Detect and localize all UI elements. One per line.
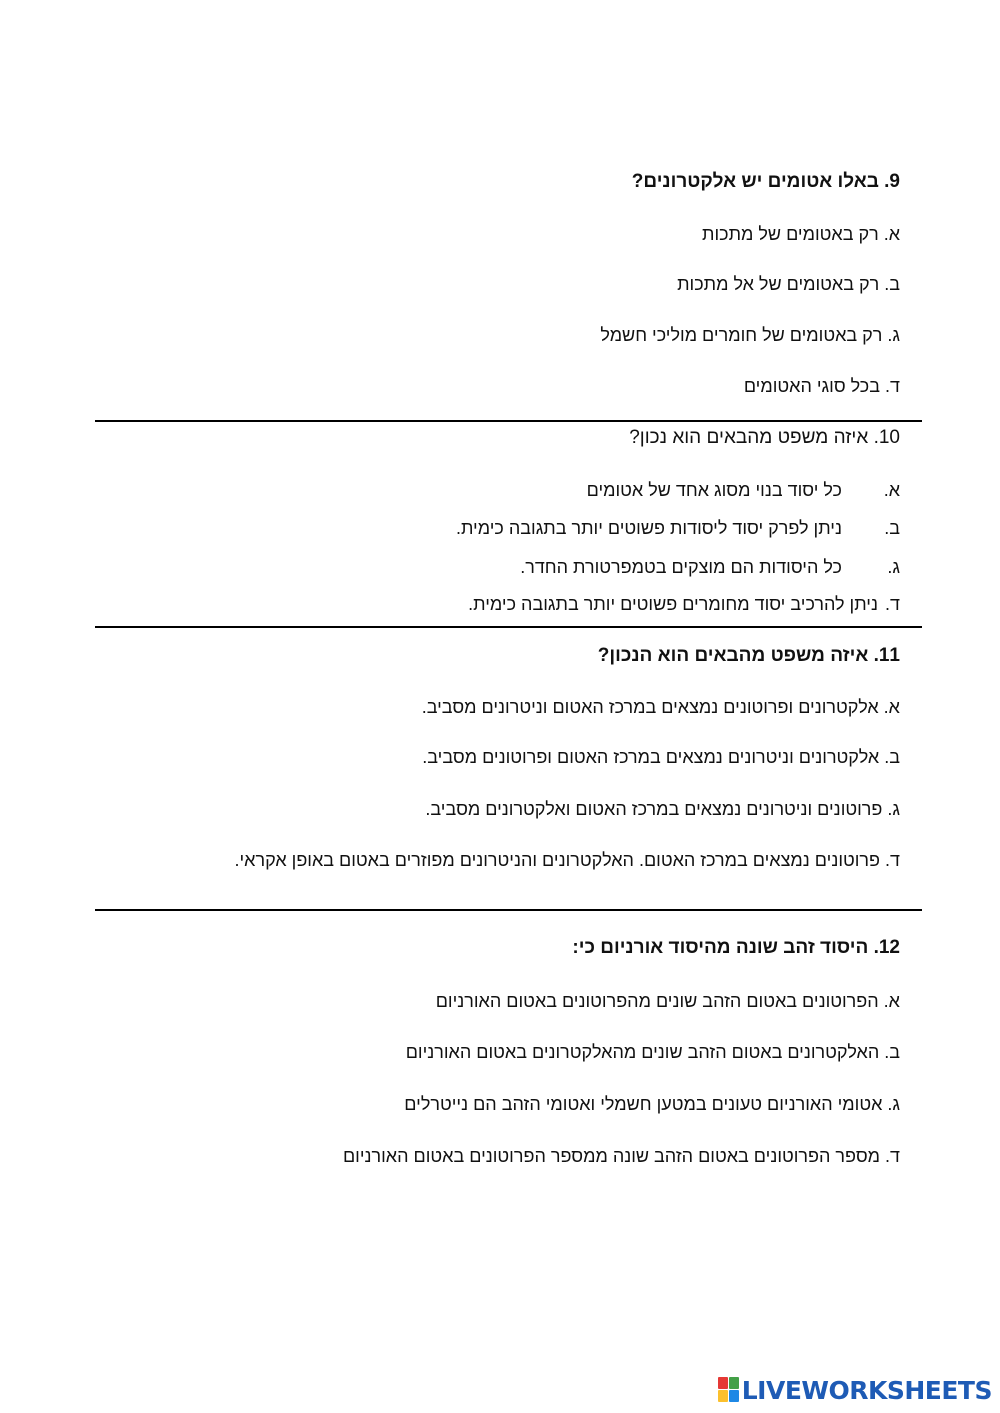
question-11-option-d: ד. פרוטונים נמצאים במרכז האטום. האלקטרונים והניטרונים מפוזרים באטום באופן אקראי.	[234, 850, 900, 870]
question-10-title-text: 10. איזה משפט מהבאים הוא נכון?	[629, 427, 900, 448]
question-11-title: 11. איזה משפט מהבאים הוא הנכון?	[597, 645, 900, 666]
question-10-option-d	[468, 592, 900, 616]
liveworksheets-logo	[718, 1373, 992, 1407]
question-9-option-a: א. רק באטומים של מתכות	[702, 224, 900, 244]
question-10-option-b	[456, 516, 900, 540]
question-10-option-c	[520, 555, 900, 579]
question-10-letter-c: ג.	[887, 557, 900, 577]
question-12-option-b: ב. האלקטרונים באטום הזהב שונים מהאלקטרונים באטום האורניום	[405, 1042, 900, 1062]
question-10-letter-b: ב.	[884, 518, 900, 538]
liveworksheets-logo-icon	[718, 1377, 740, 1403]
question-9-option-b: ב. רק באטומים של אל מתכות	[677, 274, 900, 294]
question-11-option-c: ג. פרוטונים וניטרונים נמצאים במרכז האטום ואלקטרונים מסביב.	[425, 799, 900, 819]
question-11-option-b: ב. אלקטרונים וניטרונים נמצאים במרכז האטום ופרוטונים מסביב.	[422, 747, 900, 767]
question-10-text-a: כל יסוד בנוי מסוג אחד של אטומים	[586, 480, 842, 500]
question-9-option-c: ג. רק באטומים של חומרים מוליכי חשמל	[600, 325, 900, 345]
question-10-text-d: ניתן להרכיב יסוד מחומרים פשוטים יותר בתגובה כימית.	[468, 594, 878, 614]
question-9-option-d: ד. בכל סוגי האטומים	[743, 376, 900, 396]
question-10-text-c: כל היסודות הם מוצקים בטמפרטורת החדר.	[520, 557, 842, 577]
divider-3	[95, 909, 922, 911]
question-10-text-b: ניתן לפרק יסוד ליסודות פשוטים יותר בתגובה כימית.	[455, 518, 842, 538]
question-12-option-a: א. הפרוטונים באטום הזהב שונים מהפרוטונים באטום האורניום	[435, 991, 900, 1011]
divider-2	[95, 626, 922, 628]
question-12-option-d: ד. מספר הפרוטונים באטום הזהב שונה ממספר הפרוטונים באטום האורניום	[342, 1146, 900, 1166]
liveworksheets-logo-text: LIVEWORKSHEETS	[741, 1375, 992, 1405]
divider-1	[95, 420, 922, 422]
question-10-letter-d: ד.	[885, 594, 900, 614]
question-12-option-c: ג. אטומי האורניום טעונים במטען חשמלי ואטומי הזהב הם נייטרלים	[404, 1094, 900, 1114]
question-11-option-a: א. אלקטרונים ופרוטונים נמצאים במרכז האטום וניטרונים מסביב.	[421, 697, 900, 717]
question-10-option-a	[587, 478, 900, 502]
question-9-title: 9. באלו אטומים יש אלקטרונים?	[631, 171, 900, 192]
question-10-letter-a: א.	[883, 480, 900, 500]
question-12-title: 12. היסוד זהב שונה מהיסוד אורניום כי:	[572, 937, 900, 958]
question-10-title	[629, 426, 900, 450]
